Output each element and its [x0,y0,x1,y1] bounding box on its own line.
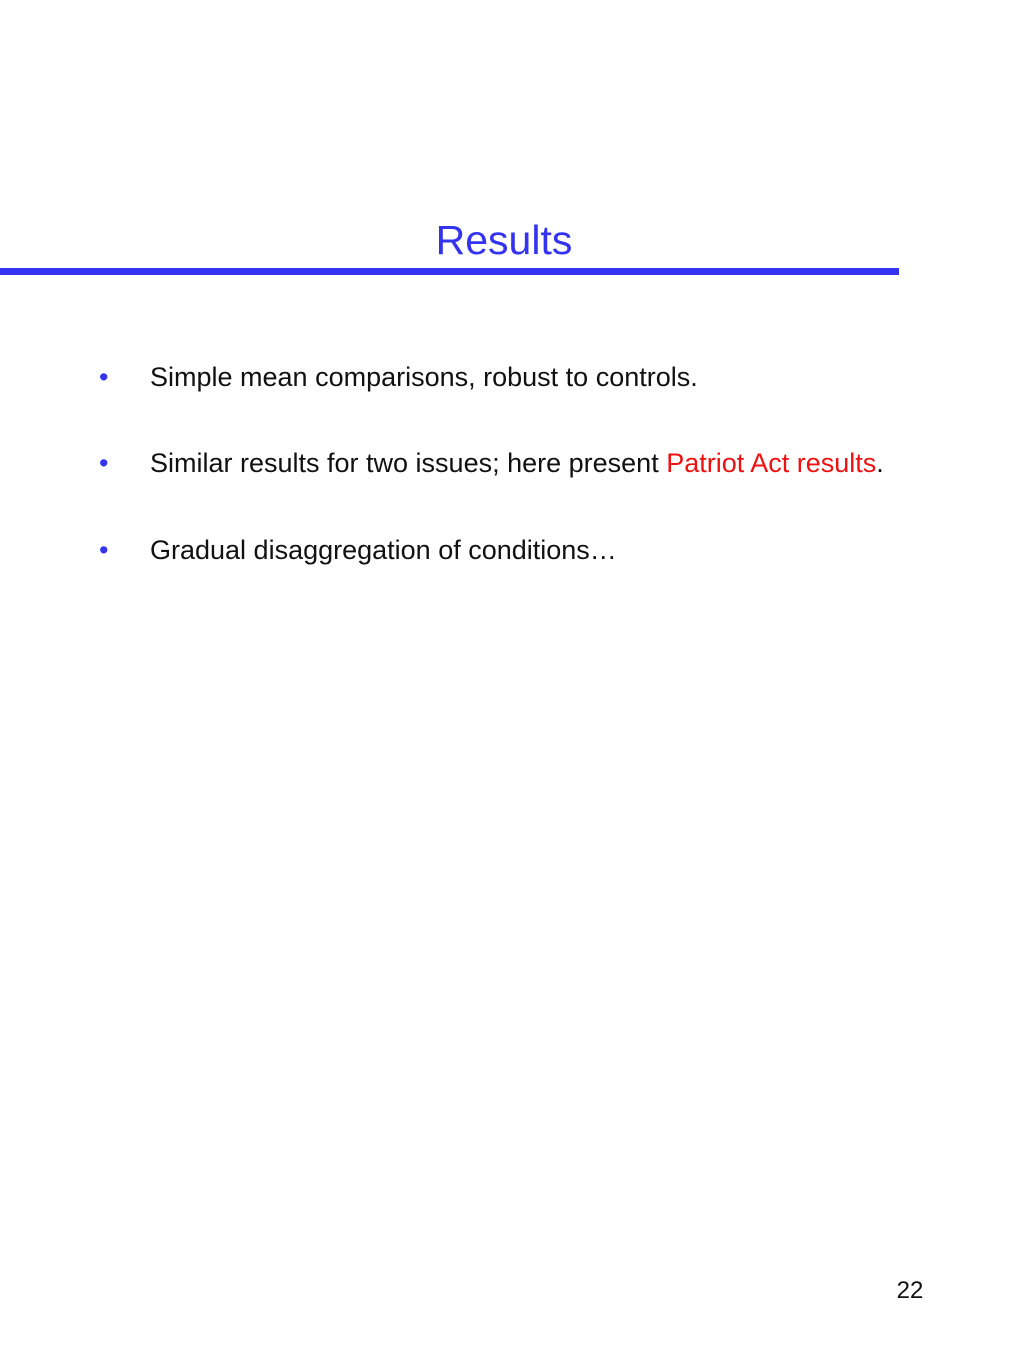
bullet-item [0,443,1024,483]
bullet-text: Gradual disaggregation of conditions… [150,535,617,565]
title-underline [0,268,899,275]
bullet-text-before: Similar results for two issues; here present [150,448,667,478]
bullet-text [150,443,884,483]
bullet-icon: • [99,448,109,478]
bullet-item [0,357,1024,397]
bullet-icon: • [99,535,109,565]
slide-title: Results [435,217,573,263]
page-number: 22 [896,1277,924,1304]
bullet-text-after: . [876,448,884,478]
bullet-icon: • [99,362,109,392]
bullet-text: Simple mean comparisons, robust to controls. [150,362,698,392]
bullet-item [0,530,1024,570]
highlighted-phrase: Patriot Act results [666,448,877,478]
